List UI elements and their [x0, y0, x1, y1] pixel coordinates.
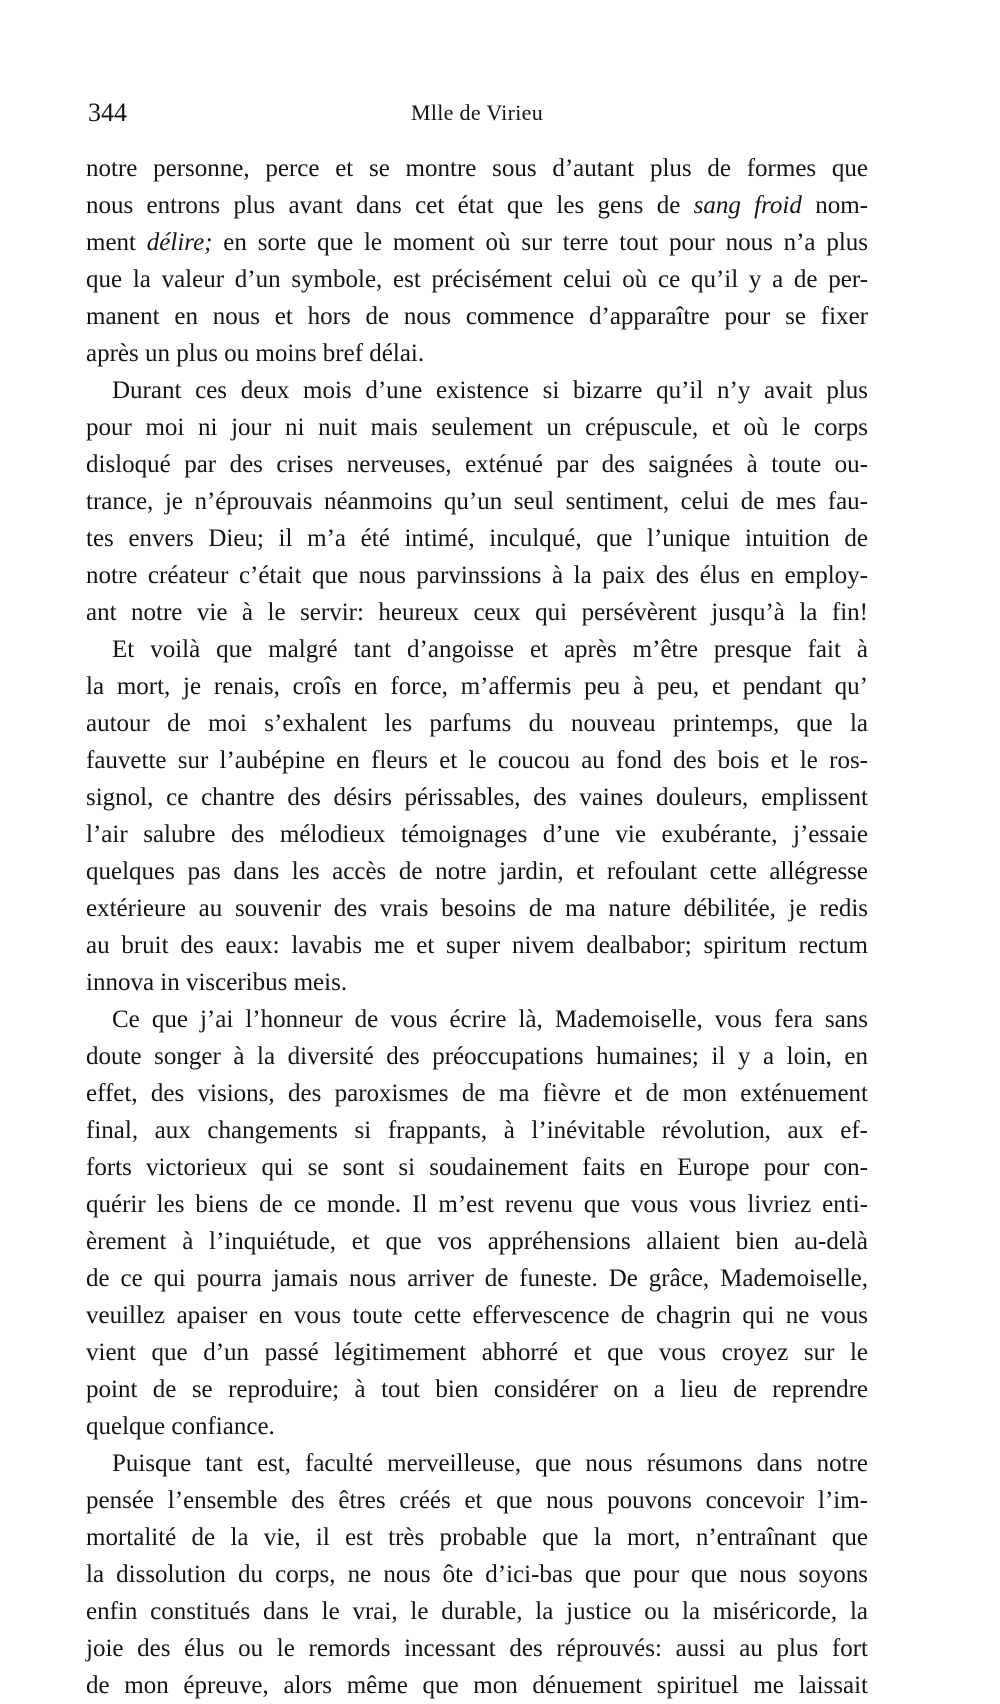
- text-line: la mort, je renais, croîs en force, m’affermis peu à peu, et pendant qu’: [86, 673, 868, 700]
- text-line: au bruit des eaux: lavabis me et super nivem dealbabor; spiritum rectum: [86, 932, 868, 959]
- text-line: de mon épreuve, alors même que mon dénuement spirituel me laissait: [86, 1672, 868, 1699]
- text-line: quelques pas dans les accès de notre jardin, et refoulant cette allégresse: [86, 858, 868, 885]
- italic-phrase: sang froid: [693, 192, 802, 219]
- text-segment: nom-: [801, 192, 868, 219]
- paragraph-start-line: Durant ces deux mois d’une existence si bizarre qu’il n’y avait plus: [112, 377, 868, 404]
- text-line: joie des élus ou le remords incessant des réprouvés: aussi au plus fort: [86, 1635, 868, 1662]
- text-line: manent en nous et hors de nous commence d’apparaître pour se fixer: [86, 303, 868, 330]
- text-line: pour moi ni jour ni nuit mais seulement un crépuscule, et où le corps: [86, 414, 868, 441]
- text-segment: ment: [86, 229, 147, 256]
- text-line: l’air salubre des mélodieux témoignages d’une vie exubérante, j’essaie: [86, 821, 868, 848]
- text-line: de ce qui pourra jamais nous arriver de funeste. De grâce, Mademoiselle,: [86, 1265, 868, 1292]
- text-line: point de se reproduire; à tout bien considérer on a lieu de reprendre: [86, 1376, 868, 1403]
- text-line: doute songer à la diversité des préoccupations humaines; il y a loin, en: [86, 1043, 868, 1070]
- text-line: autour de moi s’exhalent les parfums du nouveau printemps, que la: [86, 710, 868, 737]
- text-line: mortalité de la vie, il est très probable que la mort, n’entraînant que: [86, 1524, 868, 1551]
- paragraph-start-line: Puisque tant est, faculté merveilleuse, que nous résumons dans notre: [112, 1450, 868, 1477]
- body-text: [86, 150, 868, 1704]
- text-line: fauvette sur l’aubépine en fleurs et le coucou au fond des bois et le ros-: [86, 747, 868, 774]
- text-line: notre personne, perce et se montre sous d’autant plus de formes que: [86, 155, 868, 182]
- text-line: veuillez apaiser en vous toute cette effervescence de chagrin qui ne vous: [86, 1302, 868, 1329]
- text-line: trance, je n’éprouvais néanmoins qu’un seul sentiment, celui de mes fau-: [86, 488, 868, 515]
- text-line: tes envers Dieu; il m’a été intimé, inculqué, que l’unique intuition de: [86, 525, 868, 552]
- text-line: que la valeur d’un symbole, est précisément celui où ce qu’il y a de per-: [86, 266, 868, 293]
- running-title: Mlle de Virieu: [411, 100, 543, 125]
- text-line: [86, 187, 868, 224]
- paragraph-end-line: quelque confiance.: [86, 1413, 275, 1440]
- text-line: [86, 224, 868, 261]
- text-line: extérieure au souvenir des vrais besoins de ma nature débilitée, je redis: [86, 895, 868, 922]
- page-number: 344: [88, 98, 127, 127]
- paragraph-end-line: innova in visceribus meis.: [86, 969, 348, 996]
- text-segment: nous entrons plus avant dans cet état que les gens de: [86, 192, 694, 219]
- text-segment: en sorte que le moment où sur terre tout pour nous n’a plus: [212, 229, 868, 256]
- text-line: disloqué par des crises nerveuses, exténué par des saignées à toute ou-: [86, 451, 868, 478]
- text-line: forts victorieux qui se sont si soudainement faits en Europe pour con-: [86, 1154, 868, 1181]
- paragraph-end-line: ant notre vie à le servir: heureux ceux qui persévèrent jusqu’à la fin!: [86, 599, 868, 626]
- text-line: notre créateur c’était que nous parvinssions à la paix des élus en employ-: [86, 562, 868, 589]
- paragraph-end-line: après un plus ou moins bref délai.: [86, 340, 425, 367]
- running-head: [86, 98, 868, 132]
- text-line: signol, ce chantre des désirs périssables, des vaines douleurs, emplissent: [86, 784, 868, 811]
- text-line: pensée l’ensemble des êtres créés et que nous pouvons concevoir l’im-: [86, 1487, 868, 1514]
- text-line: enfin constitués dans le vrai, le durable, la justice ou la miséricorde, la: [86, 1598, 868, 1625]
- paragraph-start-line: Et voilà que malgré tant d’angoisse et après m’être presque fait à: [112, 636, 868, 663]
- text-line: èrement à l’inquiétude, et que vos appréhensions allaient bien au-delà: [86, 1228, 868, 1255]
- text-line: effet, des visions, des paroxismes de ma fièvre et de mon exténuement: [86, 1080, 868, 1107]
- text-line: vient que d’un passé légitimement abhorré et que vous croyez sur le: [86, 1339, 868, 1366]
- text-line: quérir les biens de ce monde. Il m’est revenu que vous vous livriez enti-: [86, 1191, 868, 1218]
- text-line: final, aux changements si frappants, à l’inévitable révolution, aux ef-: [86, 1117, 868, 1144]
- italic-phrase: délire;: [146, 229, 213, 256]
- text-line: la dissolution du corps, ne nous ôte d’ici-bas que pour que nous soyons: [86, 1561, 868, 1588]
- paragraph-start-line: Ce que j’ai l’honneur de vous écrire là, Mademoiselle, vous fera sans: [112, 1006, 868, 1033]
